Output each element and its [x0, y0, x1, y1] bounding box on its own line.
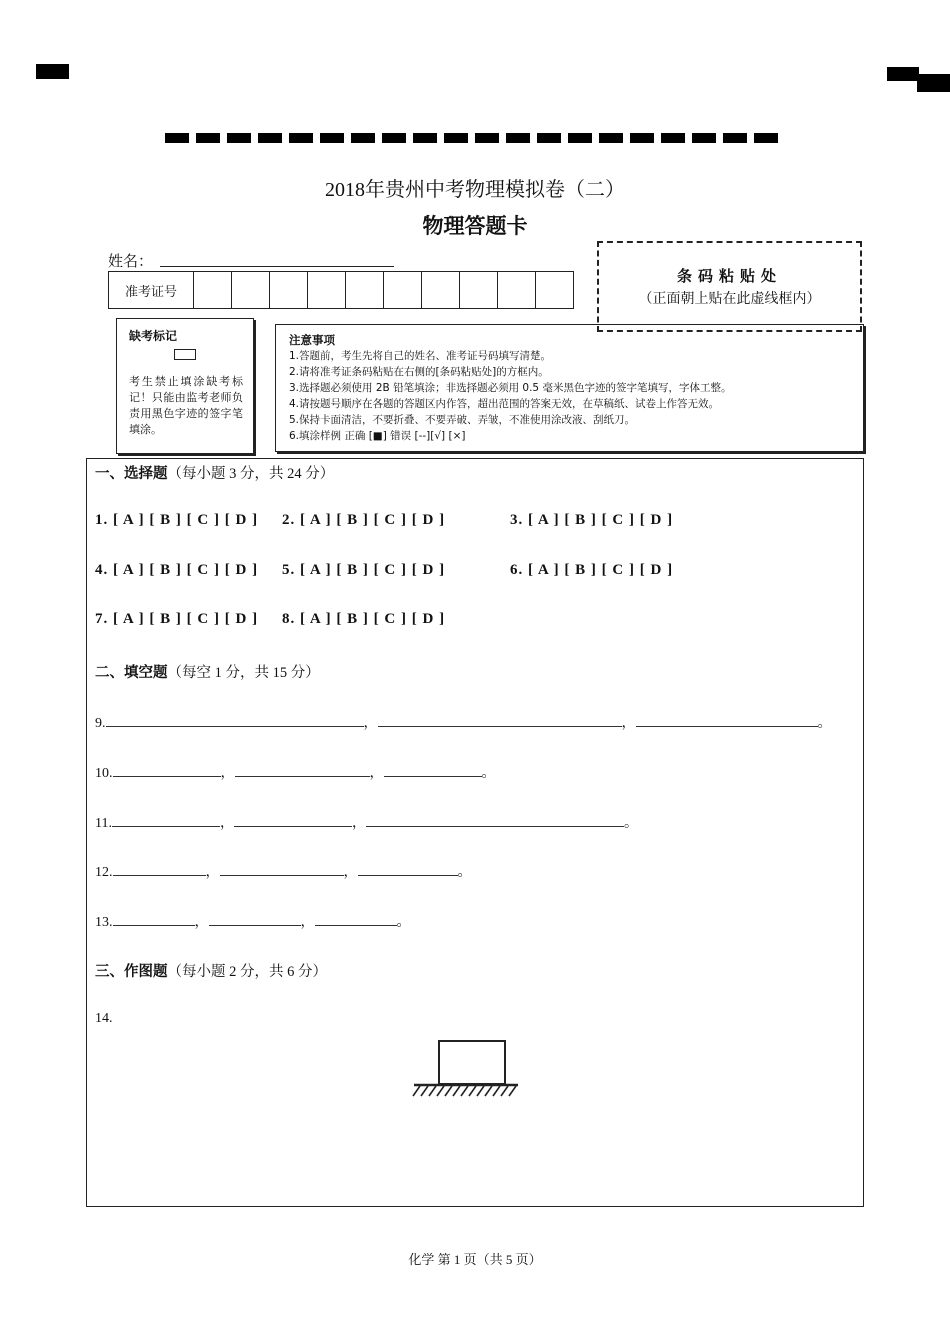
notes-item: 4.请按题号顺序在各题的答题区内作答，超出范围的答案无效，在草稿纸、试卷上作答无效。 [289, 398, 720, 410]
choice-question[interactable]: 8. [ A ] [ B ] [ C ] [ D ] [282, 611, 446, 627]
answer-blank[interactable] [234, 812, 352, 827]
comma: ， [343, 865, 358, 880]
question-number: 12. [95, 865, 113, 880]
section-3-note: （每小题 2 分，共 6 分） [167, 964, 327, 980]
timing-mark [196, 133, 220, 143]
registration-mark-right-corner [917, 74, 950, 92]
timing-mark [289, 133, 313, 143]
answer-blank[interactable] [112, 812, 220, 827]
comma: ， [205, 865, 220, 880]
timing-mark [630, 133, 654, 143]
question-number: 13. [95, 915, 113, 930]
notes-box [275, 324, 864, 452]
timing-mark [599, 133, 623, 143]
timing-mark [165, 133, 189, 143]
question-number: 10. [95, 766, 113, 781]
notes-item: 2.请将准考证条码粘贴在右侧的[条码粘贴处]的方框内。 [289, 366, 549, 378]
answer-blank[interactable] [366, 812, 624, 827]
exam-number-cell[interactable] [346, 272, 384, 308]
comma: ， [219, 816, 234, 831]
name-label: 姓名： [108, 252, 154, 270]
timing-mark [444, 133, 468, 143]
exam-number-cell[interactable] [422, 272, 460, 308]
fill-question-13 [95, 911, 411, 931]
registration-mark-left [36, 64, 69, 79]
choice-question[interactable]: 2. [ A ] [ B ] [ C ] [ D ] [282, 512, 446, 528]
block [439, 1041, 505, 1084]
period: 。 [457, 865, 472, 880]
answer-blank[interactable] [106, 712, 364, 727]
answer-blank[interactable] [358, 861, 458, 876]
timing-mark [382, 133, 406, 143]
barcode-area [597, 241, 862, 332]
answer-blank[interactable] [378, 712, 622, 727]
choice-question[interactable]: 6. [ A ] [ B ] [ C ] [ D ] [510, 562, 674, 578]
timing-mark [320, 133, 344, 143]
page-footer: 化学 第 1 页（共 5 页） [408, 1252, 542, 1267]
timing-mark [661, 133, 685, 143]
timing-mark [537, 133, 561, 143]
answer-blank[interactable] [315, 911, 397, 926]
timing-mark [754, 133, 778, 143]
exam-number-label: 准考证号 [109, 272, 194, 308]
comma: ， [363, 716, 378, 731]
section-2-note: （每空 1 分，共 15 分） [167, 665, 320, 681]
block-on-ground-figure[interactable] [410, 1038, 522, 1102]
exam-number-cell[interactable] [498, 272, 536, 308]
section-1-heading [95, 462, 334, 483]
period: 。 [481, 766, 496, 781]
absent-mark-box [116, 318, 254, 454]
barcode-hint: （正面朝上贴在此虚线框内） [638, 292, 821, 307]
answer-blank[interactable] [209, 911, 301, 926]
exam-number-cell[interactable] [232, 272, 270, 308]
exam-number-cell[interactable] [194, 272, 232, 308]
section-2-title: 二、填空题 [95, 665, 168, 681]
exam-number-cell[interactable] [270, 272, 308, 308]
question-number: 11. [95, 816, 112, 831]
exam-number-cell[interactable] [384, 272, 422, 308]
comma: ， [300, 915, 315, 930]
fill-question-12 [95, 861, 472, 881]
comma: ， [369, 766, 384, 781]
registration-mark-right [887, 67, 919, 81]
timing-mark [475, 133, 499, 143]
timing-mark [258, 133, 282, 143]
comma: ， [194, 915, 209, 930]
answer-blank[interactable] [235, 762, 370, 777]
question-number: 9. [95, 716, 106, 731]
choice-question[interactable]: 7. [ A ] [ B ] [ C ] [ D ] [95, 611, 259, 627]
period: 。 [817, 716, 832, 731]
exam-number-table [108, 271, 574, 309]
timing-mark [506, 133, 530, 143]
barcode-title: 条码粘贴处 [676, 267, 782, 285]
answer-blank[interactable] [220, 861, 344, 876]
absent-checkbox[interactable] [174, 349, 196, 360]
notes-item: 1.答题前，考生先将自己的姓名、准考证号码填写清楚。 [289, 350, 552, 362]
fill-question-9 [95, 712, 832, 732]
comma: ， [621, 716, 636, 731]
timing-mark [227, 133, 251, 143]
comma: ， [351, 816, 366, 831]
answer-blank[interactable] [384, 762, 482, 777]
choice-question[interactable]: 5. [ A ] [ B ] [ C ] [ D ] [282, 562, 446, 578]
comma: ， [220, 766, 235, 781]
section-3-heading [95, 960, 327, 981]
card-title: 物理答题卡 [422, 214, 528, 238]
absent-title: 缺考标记 [129, 329, 178, 343]
timing-mark [692, 133, 716, 143]
answer-blank[interactable] [113, 861, 206, 876]
notes-item: 5.保持卡面清洁，不要折叠、不要弄破、弄皱，不准使用涂改液、刮纸刀。 [289, 414, 636, 426]
section-3-title: 三、作图题 [95, 964, 168, 980]
exam-number-cell[interactable] [460, 272, 498, 308]
period: 。 [623, 816, 638, 831]
period: 。 [396, 915, 411, 930]
timing-mark [413, 133, 437, 143]
question-14-number: 14. [95, 1011, 113, 1026]
ground-hatching [413, 1086, 516, 1096]
notes-title: 注意事项 [289, 333, 335, 347]
exam-number-cell[interactable] [536, 272, 573, 308]
timing-mark [723, 133, 747, 143]
choice-question[interactable]: 3. [ A ] [ B ] [ C ] [ D ] [510, 512, 674, 528]
notes-item: 3.选择题必须使用 2B 铅笔填涂；非选择题必须用 0.5 毫米黑色字迹的签字笔填写，字体工整。 [289, 382, 732, 394]
section-1-note: （每小题 3 分，共 24 分） [167, 466, 335, 482]
answer-blank[interactable] [113, 911, 195, 926]
section-1-title: 一、选择题 [95, 466, 168, 482]
notes-item: 6.填涂样例 正确 [■] 错误 [--][√] [×] [289, 430, 466, 442]
name-input-line[interactable] [160, 266, 394, 267]
answer-blank[interactable] [113, 762, 221, 777]
choice-question[interactable]: 4. [ A ] [ B ] [ C ] [ D ] [95, 562, 259, 578]
timing-mark [568, 133, 592, 143]
exam-number-cell[interactable] [308, 272, 346, 308]
fill-question-10 [95, 762, 496, 782]
choice-question[interactable]: 1. [ A ] [ B ] [ C ] [ D ] [95, 512, 259, 528]
timing-mark [351, 133, 375, 143]
section-2-heading [95, 661, 320, 682]
fill-question-11 [95, 812, 638, 832]
absent-description: 考生禁止填涂缺考标记！只能由监考老师负责用黑色字迹的签字笔填涂。 [129, 376, 243, 436]
exam-title: 2018年贵州中考物理模拟卷（二） [325, 179, 625, 201]
answer-blank[interactable] [636, 712, 818, 727]
